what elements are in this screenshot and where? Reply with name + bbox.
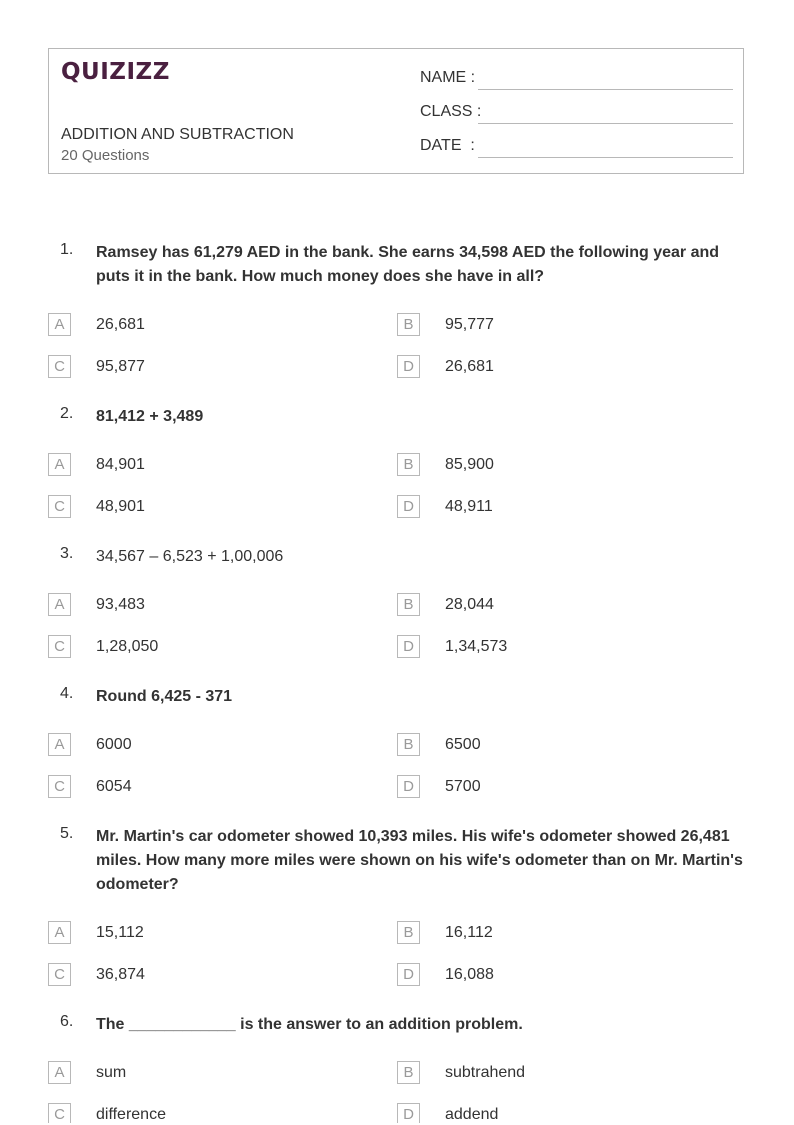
quizizz-logo: QUIZIZZ (61, 59, 170, 85)
option-c-box[interactable]: C (48, 355, 71, 378)
option-b-box[interactable]: B (397, 593, 420, 616)
option-d-text: 5700 (445, 778, 481, 795)
class-label: CLASS : (420, 103, 482, 120)
option-b-text: 95,777 (445, 316, 494, 333)
option-a-text: sum (96, 1064, 127, 1081)
question-text: Ramsey has 61,279 AED in the bank. She earns 34,598 AED the following year and puts it in the bank. How much money does she have in all? (96, 244, 720, 285)
option-a-box[interactable]: A (48, 453, 71, 476)
question-number: 6. (60, 1013, 74, 1030)
option-d-text: addend (445, 1106, 499, 1123)
option-a-box[interactable]: A (48, 921, 71, 944)
question-text: The ____________ is the answer to an addition problem. (96, 1016, 523, 1033)
option-a-text: 26,681 (96, 316, 145, 333)
option-c-box[interactable]: C (48, 635, 71, 658)
option-d-text: 16,088 (445, 966, 494, 983)
option-c-box[interactable]: C (48, 1103, 71, 1123)
option-c-box[interactable]: C (48, 963, 71, 986)
option-b-text: subtrahend (445, 1064, 526, 1081)
option-b-text: 16,112 (445, 924, 493, 941)
option-b-box[interactable]: B (397, 453, 420, 476)
worksheet-title: ADDITION AND SUBTRACTION (61, 126, 294, 143)
option-a-text: 15,112 (96, 924, 144, 941)
question-text: Mr. Martin's car odometer showed 10,393 miles. His wife's odometer showed 26,481 miles. How many more miles were shown on his wife's odometer than on Mr. Martin's odometer? (96, 828, 743, 893)
question-text: 81,412 + 3,489 (96, 408, 204, 425)
question-count: 20 Questions (61, 147, 150, 164)
question-text: 34,567 – 6,523 + 1,00,006 (96, 548, 284, 565)
option-d-text: 26,681 (445, 358, 494, 375)
question-text: Round 6,425 - 371 (96, 688, 233, 705)
question-number: 4. (60, 685, 74, 702)
option-a-box[interactable]: A (48, 733, 71, 756)
option-c-text: 48,901 (96, 498, 145, 515)
question-number: 5. (60, 825, 74, 842)
option-b-box[interactable]: B (397, 921, 420, 944)
option-c-box[interactable]: C (48, 495, 71, 518)
option-d-box[interactable]: D (397, 775, 420, 798)
option-d-box[interactable]: D (397, 1103, 420, 1123)
option-b-box[interactable]: B (397, 1061, 420, 1084)
worksheet-header (48, 48, 744, 174)
option-c-text: 6054 (96, 778, 132, 795)
question-number: 1. (60, 241, 74, 258)
option-a-text: 84,901 (96, 456, 145, 473)
option-d-box[interactable]: D (397, 355, 420, 378)
option-c-text: 36,874 (96, 966, 145, 983)
option-d-text: 1,34,573 (445, 638, 508, 655)
question-number: 2. (60, 405, 74, 422)
option-c-text: 95,877 (96, 358, 145, 375)
option-b-text: 6500 (445, 736, 481, 753)
option-a-box[interactable]: A (48, 1061, 71, 1084)
option-a-text: 93,483 (96, 596, 145, 613)
date-label: DATE : (420, 137, 475, 154)
option-b-text: 85,900 (445, 456, 494, 473)
option-c-text: 1,28,050 (96, 638, 159, 655)
option-d-box[interactable]: D (397, 495, 420, 518)
option-d-box[interactable]: D (397, 635, 420, 658)
option-b-box[interactable]: B (397, 313, 420, 336)
date-line[interactable] (478, 157, 733, 158)
question-number: 3. (60, 545, 74, 562)
option-b-text: 28,044 (445, 596, 494, 613)
name-label: NAME : (420, 69, 476, 86)
option-b-box[interactable]: B (397, 733, 420, 756)
option-a-text: 6000 (96, 736, 132, 753)
option-c-box[interactable]: C (48, 775, 71, 798)
option-d-box[interactable]: D (397, 963, 420, 986)
class-line[interactable] (478, 123, 733, 124)
name-line[interactable] (478, 89, 733, 90)
option-a-box[interactable]: A (48, 313, 71, 336)
option-a-box[interactable]: A (48, 593, 71, 616)
option-c-text: difference (96, 1106, 166, 1123)
option-d-text: 48,911 (445, 498, 493, 515)
